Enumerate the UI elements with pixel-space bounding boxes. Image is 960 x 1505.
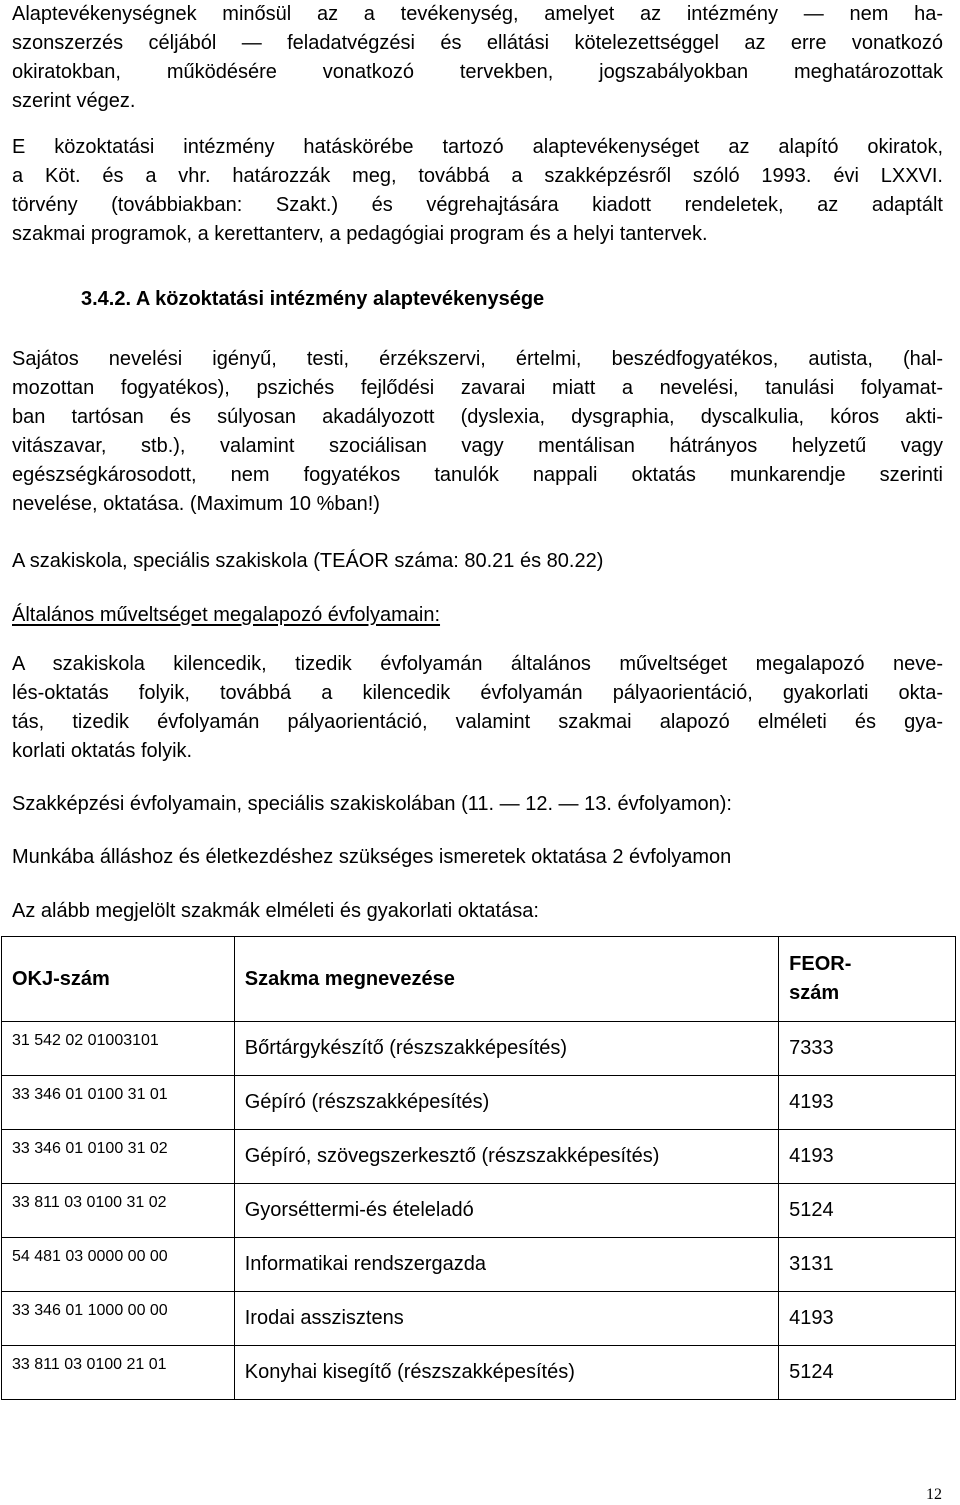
header-feor-line2: szám — [789, 982, 840, 1004]
work-preparation-line: Munkába álláshoz és életkezdéshez szükséges ismeretek oktatása 2 évfolyamon — [12, 846, 732, 868]
profession-name-cell: Informatikai rendszergazda — [234, 1238, 778, 1292]
okj-cell: 33 346 01 0100 31 02 — [2, 1130, 235, 1184]
table-intro: Az alább megjelölt szakmák elméleti és gyakorlati oktatása: — [12, 900, 539, 922]
vocational-heading: Szakképzési évfolyamain, speciális szakiskolában (11. — 12. — 13. évfolyamon): — [12, 793, 732, 815]
text-line: szerint végez. — [12, 90, 136, 112]
text-line: mozottan fogyatékos), pszichés fejlődési zavarai miatt a nevelési, tanulási folyamat- — [12, 377, 943, 399]
profession-name-cell: Gyorséttermi-és ételeladó — [234, 1184, 778, 1238]
profession-name-cell: Gépíró (részszakképesítés) — [234, 1076, 778, 1130]
okj-cell: 33 346 01 0100 31 01 — [2, 1076, 235, 1130]
text-line: Alaptevékenységnek minősül az a tevékenység, amelyet az intézmény — nem ha- — [12, 3, 943, 25]
feor-cell: 3131 — [779, 1238, 956, 1292]
text-line: korlati oktatás folyik. — [12, 740, 193, 762]
header-feor — [779, 937, 956, 1022]
table-row — [2, 1130, 956, 1184]
paragraph-kilencedik-tizedik — [12, 650, 943, 766]
text-line: szakmai programok, a kerettanterv, a pedagógiai program és a helyi tantervek. — [12, 223, 708, 245]
text-line: ban tartósan és súlyosan akadályozott (dyslexia, dysgraphia, dyscalkulia, kóros akti- — [12, 406, 943, 428]
text-line: egészségkárosodott, nem fogyatékos tanulók nappali oktatás munkarendje szerinti — [12, 464, 943, 486]
text-line: nevelése, oktatása. (Maximum 10 %ban!) — [12, 493, 380, 515]
okj-cell: 33 811 03 0100 21 01 — [2, 1346, 235, 1400]
feor-cell: 4193 — [779, 1130, 956, 1184]
text-line: törvény (továbbiakban: Szakt.) és végrehajtására kiadott rendeletek, az adaptált — [12, 194, 943, 216]
text-line: lés-oktatás folyik, továbbá a kilencedik évfolyamán pályaorientáció, gyakorlati okta- — [12, 682, 943, 704]
text-line: okiratokban, működésére vonatkozó tervekben, jogszabályokban meghatározottak — [12, 61, 943, 83]
header-szakma: Szakma megnevezése — [234, 937, 778, 1022]
school-type-line: A szakiskola, speciális szakiskola (TEÁOR száma: 80.21 és 80.22) — [12, 550, 604, 572]
table-row — [2, 1022, 956, 1076]
text-line: a Köt. és a vhr. határozzák meg, továbbá a szakképzésről szóló 1993. évi LXXVI. — [12, 165, 943, 187]
okj-cell: 33 346 01 1000 00 00 — [2, 1292, 235, 1346]
header-okj: OKJ-szám — [2, 937, 235, 1022]
feor-cell: 4193 — [779, 1292, 956, 1346]
header-feor-line1: FEOR- — [789, 953, 852, 975]
text-line: Sajátos nevelési igényű, testi, érzékszervi, értelmi, beszédfogyatékos, autista, (hal- — [12, 348, 943, 370]
profession-name-cell: Irodai asszisztens — [234, 1292, 778, 1346]
feor-cell: 5124 — [779, 1184, 956, 1238]
text-line: tás, tizedik évfolyamán pályaorientáció, valamint szakmai alapozó elméleti és gya- — [12, 711, 943, 733]
paragraph-sajatos-neveles — [12, 345, 943, 519]
table-row — [2, 1292, 956, 1346]
feor-cell: 7333 — [779, 1022, 956, 1076]
general-education-heading: Általános műveltséget megalapozó évfolyamain: — [12, 604, 441, 626]
table-row — [2, 1238, 956, 1292]
text-line: E közoktatási intézmény hatáskörébe tartozó alaptevékenységet az alapító okiratok, — [12, 136, 943, 158]
paragraph-alaptevekenyseg — [12, 0, 943, 116]
table-row — [2, 1346, 956, 1400]
table-row — [2, 1076, 956, 1130]
okj-cell: 54 481 03 0000 00 00 — [2, 1238, 235, 1292]
feor-cell: 5124 — [779, 1346, 956, 1400]
page-number: 12 — [926, 1486, 942, 1503]
text-line: A szakiskola kilencedik, tizedik évfolyamán általános műveltséget megalapozó neve- — [12, 653, 943, 675]
text-line: szonszerzés céljából — feladatvégzési és ellátási kötelezettséggel az erre vonatkozó — [12, 32, 943, 54]
table-row — [2, 1184, 956, 1238]
paragraph-hataskor — [12, 133, 943, 249]
section-heading: 3.4.2. A közoktatási intézmény alaptevékenysége — [81, 288, 545, 310]
profession-name-cell: Konyhai kisegítő (részszakképesítés) — [234, 1346, 778, 1400]
okj-cell: 33 811 03 0100 31 02 — [2, 1184, 235, 1238]
profession-name-cell: Bőrtárgykészítő (részszakképesítés) — [234, 1022, 778, 1076]
profession-table — [1, 936, 956, 1400]
profession-name-cell: Gépíró, szövegszerkesztő (részszakképesítés) — [234, 1130, 778, 1184]
text-line: vitászavar, stb.), valamint szociálisan vagy mentálisan hátrányos helyzetű vagy — [12, 435, 943, 457]
table-header-row — [2, 937, 956, 1022]
feor-cell: 4193 — [779, 1076, 956, 1130]
okj-cell: 31 542 02 01003101 — [2, 1022, 235, 1076]
